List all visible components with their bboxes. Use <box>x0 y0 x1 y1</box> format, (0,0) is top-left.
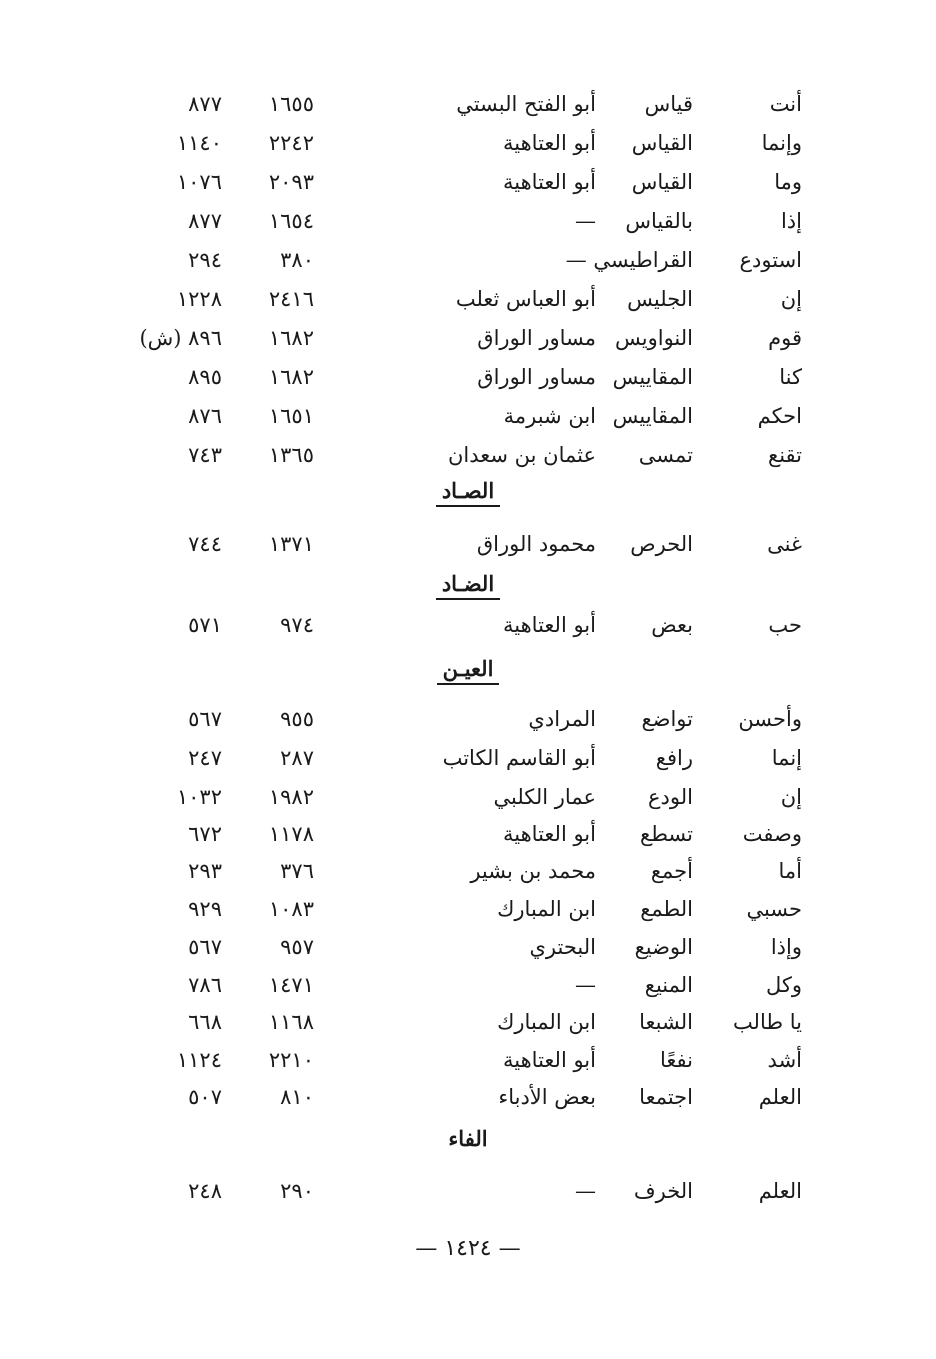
reference-number: ٢٢٤٢ <box>268 131 314 155</box>
reference-number: ١١٦٨ <box>268 1010 314 1034</box>
reference-number: ١٤٧١ <box>268 973 314 997</box>
reference-number: ١١٧٨ <box>268 822 314 846</box>
poet-name: أبو العتاهية <box>503 613 596 637</box>
index-row <box>0 281 936 321</box>
first-word: قوم <box>768 326 802 350</box>
page-reference: ٨٩٥ <box>188 365 222 389</box>
index-row <box>0 967 936 1007</box>
index-row <box>0 816 936 856</box>
first-word: وأحسن <box>738 707 802 731</box>
section-heading-dad <box>0 571 936 596</box>
index-row <box>0 1079 936 1119</box>
first-word: وإنما <box>761 131 802 155</box>
poet-name: عثمان بن سعدان <box>447 443 596 467</box>
rhyme-word: القياس <box>631 131 693 155</box>
rhyme-word: المنيع <box>644 973 693 997</box>
rhyme-word: المقاييس <box>612 365 693 389</box>
first-word: غنى <box>767 532 802 556</box>
index-row <box>0 203 936 243</box>
rhyme-word: اجتمعا <box>639 1085 693 1109</box>
rhyme-word: الوضيع <box>634 935 693 959</box>
page-reference: ٩٢٩ <box>188 897 222 921</box>
first-word: وكل <box>765 973 802 997</box>
page-reference: ٥٦٧ <box>188 935 222 959</box>
index-row <box>0 86 936 126</box>
reference-number: ٢٠٩٣ <box>268 170 314 194</box>
first-word: تقنع <box>768 443 802 467</box>
reference-number: ٢٨٧ <box>280 746 314 770</box>
reference-number: ٣٨٠ <box>280 248 314 272</box>
poet-name: ابن المبارك <box>497 1010 596 1034</box>
rhyme-word: المقاييس <box>612 404 693 428</box>
index-row <box>0 1042 936 1082</box>
page-reference: ١٠٧٦ <box>176 170 222 194</box>
first-word: العلم <box>758 1085 802 1109</box>
page-reference: ٧٤٤ <box>188 532 222 556</box>
reference-number: ١٦٥٥ <box>268 92 314 116</box>
page-reference: ١٠٣٢ <box>176 785 222 809</box>
first-word: يا طالب <box>732 1010 802 1034</box>
rhyme-word: تمسى <box>638 443 693 467</box>
page-reference: ١١٤٠ <box>176 131 222 155</box>
poet-name: أبو القاسم الكاتب <box>442 746 596 770</box>
index-row <box>0 164 936 204</box>
rhyme-word: بالقياس <box>625 209 693 233</box>
index-row <box>0 779 936 819</box>
poet-name: مساور الوراق <box>477 365 596 389</box>
section-title: العيـن <box>437 656 500 685</box>
first-word: استودع <box>739 248 802 272</box>
section-title: الصـاد <box>436 478 500 507</box>
reference-number: ٢٢١٠ <box>268 1048 314 1072</box>
poet-name: بعض الأدباء <box>498 1085 596 1109</box>
reference-number: ٢٤١٦ <box>268 287 314 311</box>
poet-name: مساور الوراق <box>477 326 596 350</box>
rhyme-word: القياس <box>631 170 693 194</box>
poet-name: أبو العتاهية <box>503 1048 596 1072</box>
page-reference: ٢٩٤ <box>188 248 222 272</box>
rhyme-word: الجليس <box>627 287 693 311</box>
first-word: إنما <box>771 746 802 770</box>
first-word: إذا <box>780 209 802 233</box>
rhyme-word: الحرص <box>630 532 693 556</box>
page-reference: ٥٠٧ <box>188 1085 222 1109</box>
reference-number: ٩٥٥ <box>280 707 314 731</box>
reference-number: ١٣٧١ <box>268 532 314 556</box>
reference-number: ١٦٥١ <box>268 404 314 428</box>
first-word: وإذا <box>770 935 802 959</box>
page-reference: ٧٤٣ <box>188 443 222 467</box>
index-row <box>0 398 936 438</box>
index-row <box>0 891 936 931</box>
rhyme-word: الشبعا <box>639 1010 693 1034</box>
page-reference: ٨٩٦ (ش) <box>139 326 222 350</box>
section-heading-ain <box>0 656 936 681</box>
reference-number: ١٣٦٥ <box>268 443 314 467</box>
page-reference: ٦٦٨ <box>188 1010 222 1034</box>
poet-name: ابن شبرمة <box>503 404 596 428</box>
poet-name: أبو الفتح البستي <box>456 92 596 116</box>
poet-name: أبو العتاهية <box>503 170 596 194</box>
reference-number: ١٠٨٣ <box>268 897 314 921</box>
first-word: حب <box>768 613 802 637</box>
index-row <box>0 853 936 893</box>
index-row <box>0 242 936 282</box>
poet-name: — <box>575 209 596 233</box>
poet-name: عمار الكلبي <box>493 785 596 809</box>
index-row <box>0 125 936 165</box>
first-word: وما <box>774 170 802 194</box>
index-row <box>0 701 936 741</box>
reference-number: ٩٧٤ <box>280 613 314 637</box>
poet-name: أبو العباس ثعلب <box>455 287 596 311</box>
reference-number: ١٦٥٤ <box>268 209 314 233</box>
index-row <box>0 437 936 477</box>
index-row <box>0 359 936 399</box>
poet-name: البحتري <box>529 935 596 959</box>
poet-name: أبو العتاهية <box>503 822 596 846</box>
reference-number: ٢٩٠ <box>280 1179 314 1203</box>
first-word: وصفت <box>742 822 802 846</box>
section-heading-sad <box>0 478 936 503</box>
reference-number: ١٩٨٢ <box>268 785 314 809</box>
poet-name: المرادي <box>528 707 596 731</box>
rhyme-word: رافع <box>655 746 693 770</box>
first-word: حسبي <box>746 897 802 921</box>
first-word: إن <box>780 287 802 311</box>
section-title: الفاء <box>448 1126 488 1151</box>
rhyme-word: القراطيسي — <box>565 248 693 272</box>
rhyme-word: الخرف <box>633 1179 693 1203</box>
reference-number: ٩٥٧ <box>280 935 314 959</box>
page-reference: ٥٧١ <box>188 613 222 637</box>
first-word: أنت <box>769 92 802 116</box>
first-word: أما <box>778 859 802 883</box>
rhyme-word: نفعًا <box>660 1048 693 1072</box>
section-heading-fa <box>0 1126 936 1151</box>
reference-number: ١٦٨٢ <box>268 365 314 389</box>
page-reference: ٢٩٣ <box>188 859 222 883</box>
rhyme-word: النواويس <box>614 326 693 350</box>
first-word: أشد <box>767 1048 802 1072</box>
poet-name: أبو العتاهية <box>503 131 596 155</box>
index-row <box>0 607 936 647</box>
page-reference: ٥٦٧ <box>188 707 222 731</box>
rhyme-word: تسطع <box>640 822 693 846</box>
index-row <box>0 1004 936 1044</box>
rhyme-word: قياس <box>644 92 693 116</box>
page-number: — ١٤٢٤ — <box>415 1236 521 1261</box>
poet-name: محمد بن بشير <box>470 859 596 883</box>
first-word: احكم <box>757 404 802 428</box>
rhyme-word: أجمع <box>650 859 693 883</box>
page-reference: ١١٢٤ <box>176 1048 222 1072</box>
page-reference: ٢٤٨ <box>188 1179 222 1203</box>
poet-name: محمود الوراق <box>476 532 596 556</box>
index-row <box>0 320 936 360</box>
page-reference: ٨٧٧ <box>188 209 222 233</box>
page-reference: ٨٧٦ <box>188 404 222 428</box>
reference-number: ٣٧٦ <box>280 859 314 883</box>
page-reference: ٦٧٢ <box>188 822 222 846</box>
poet-name: ابن المبارك <box>497 897 596 921</box>
rhyme-word: تواضع <box>641 707 693 731</box>
section-title: الضـاد <box>436 571 500 600</box>
page-reference: ١٢٢٨ <box>176 287 222 311</box>
first-word: العلم <box>758 1179 802 1203</box>
poet-name: — <box>575 973 596 997</box>
page-reference: ٢٤٧ <box>188 746 222 770</box>
first-word: كنا <box>779 365 802 389</box>
page-reference: ٧٨٦ <box>188 973 222 997</box>
page-reference: ٨٧٧ <box>188 92 222 116</box>
rhyme-word: الطمع <box>640 897 693 921</box>
index-row <box>0 1173 936 1213</box>
reference-number: ١٦٨٢ <box>268 326 314 350</box>
index-row <box>0 740 936 780</box>
index-row <box>0 526 936 566</box>
reference-number: ٨١٠ <box>280 1085 314 1109</box>
index-row <box>0 929 936 969</box>
rhyme-word: الودع <box>648 785 693 809</box>
rhyme-word: بعض <box>651 613 693 637</box>
poet-name: — <box>575 1179 596 1203</box>
first-word: إن <box>780 785 802 809</box>
